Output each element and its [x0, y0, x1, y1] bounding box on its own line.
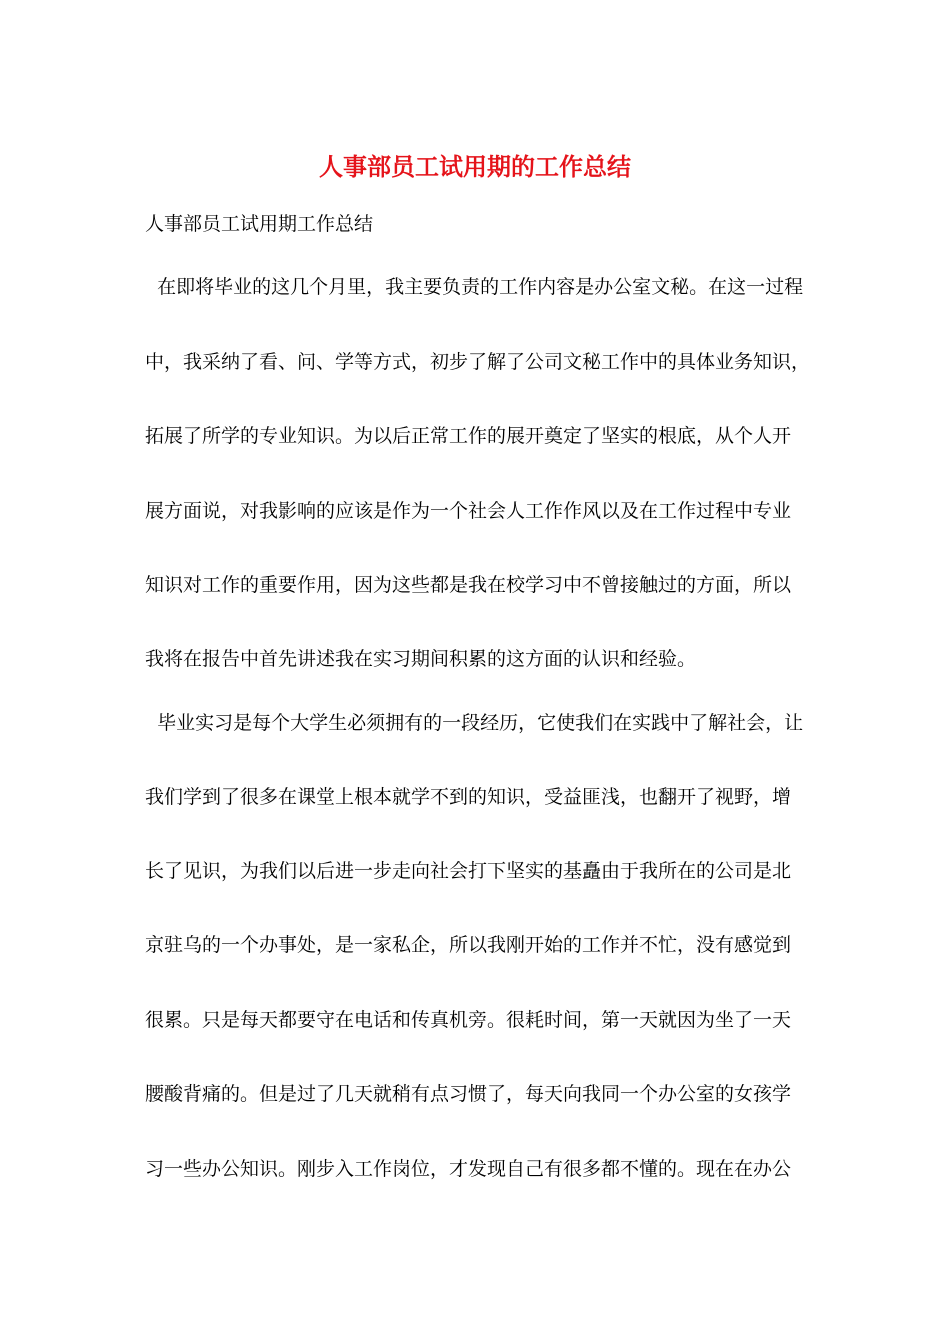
body-line: 习一些办公知识。刚步入工作岗位，才发现自己有很多都不懂的。现在在办公: [145, 1158, 792, 1180]
body-line: 我们学到了很多在课堂上根本就学不到的知识，受益匪浅，也翻开了视野，增: [145, 786, 792, 808]
body-line: 毕业实习是每个大学生必须拥有的一段经历，它使我们在实践中了解社会，让: [145, 712, 804, 734]
body-line: 很累。只是每天都要守在电话和传真机旁。很耗时间，第一天就因为坐了一天: [145, 1009, 792, 1031]
body-line: 京驻乌的一个办事处，是一家私企，所以我刚开始的工作并不忙，没有感觉到: [145, 934, 792, 956]
body-line: 长了见识，为我们以后进一步走向社会打下坚实的基矗由于我所在的公司是北: [145, 860, 792, 882]
body-line: 中，我采纳了看、问、学等方式，初步了解了公司文秘工作中的具体业务知识，: [145, 351, 811, 373]
body-line: 展方面说，对我影响的应该是作为一个社会人工作作风以及在工作过程中专业: [145, 500, 792, 522]
body-line: 拓展了所学的专业知识。为以后正常工作的展开奠定了坚实的根底，从个人开: [145, 425, 792, 447]
document-title: 人事部员工试用期的工作总结: [319, 152, 631, 181]
body-line: 腰酸背痛的。但是过了几天就稍有点习惯了，每天向我同一个办公室的女孩学: [145, 1083, 792, 1105]
body-line: 知识对工作的重要作用，因为这些都是我在校学习中不曾接触过的方面，所以: [145, 574, 792, 596]
body-line: 在即将毕业的这几个月里，我主要负责的工作内容是办公室文秘。在这一过程: [145, 276, 804, 298]
body-line: 我将在报告中首先讲述我在实习期间积累的这方面的认识和经验。: [145, 648, 697, 670]
document-subtitle: 人事部员工试用期工作总结: [145, 213, 374, 235]
